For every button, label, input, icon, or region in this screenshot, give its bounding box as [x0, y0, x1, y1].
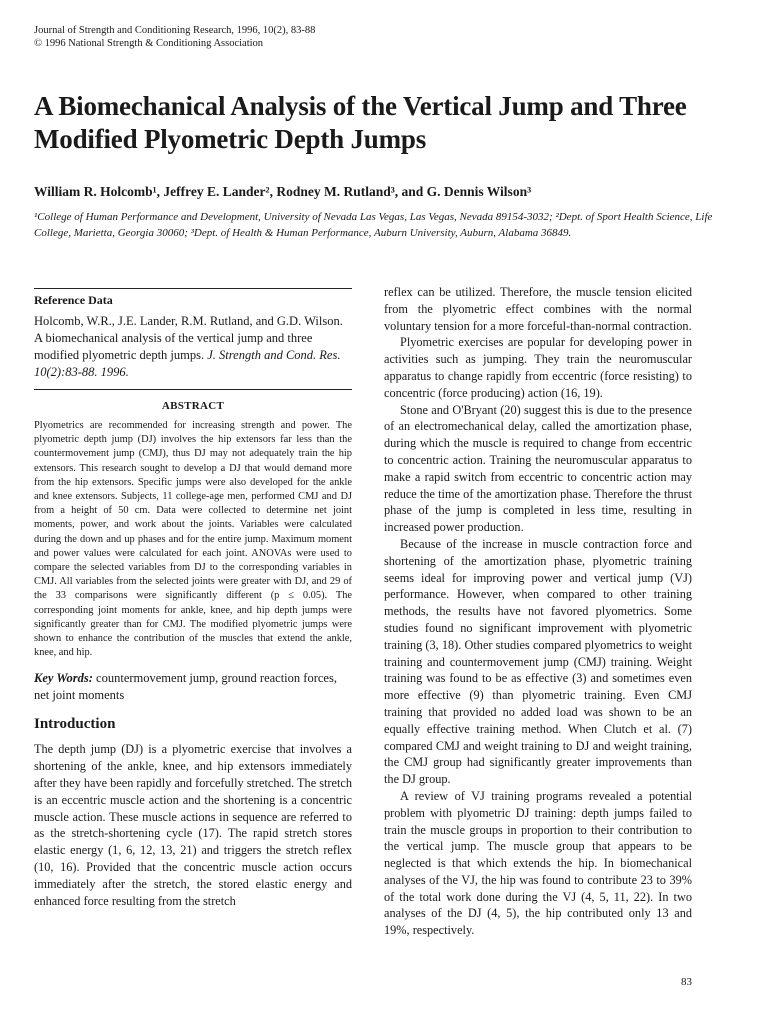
body-paragraph: Because of the increase in muscle contraction force and shortening of the amortization phase, plyometric training seems ideal for improving power and vertical jump (VJ) performance. However, when compared to other training methods, the results have not favored plyometrics. Some studies found no significant improvement with plyometric training (3, 18). Other studies compared plyometrics to weight training and countermovement jump (CMJ) training. Weight training was found to be as effective (3) and sometimes even more effective (9) than plyometric training. Even CMJ training that provided no added load was shown to be an equally effective training method. When Clutch et al. (7) compared CMJ and weight training to DJ and weight training, the CMJ group had significantly greater improvements than the DJ group.: [384, 536, 692, 787]
right-column: [384, 284, 692, 939]
author-list: William R. Holcomb¹, Jeffrey E. Lander², Rodney M. Rutland³, and G. Dennis Wilson³: [34, 184, 532, 199]
page-number: 83: [681, 976, 692, 988]
body-paragraph: Stone and O'Bryant (20) suggest this is due to the presence of an electromechanical delay, called the amortization phase, during which the muscle is required to change from eccentric to concentric action. Training the neuromuscular apparatus to make a rapid switch from eccentric to concentric action may reduce the time of the amortization phase. Therefore the thrust phase of the jump is completed in less time, resulting in increased power production.: [384, 402, 692, 535]
abstract-text: Plyometrics are recommended for increasing strength and power. The plyometric depth jump (DJ) involves the hip extensors far less than the countermovement jump (CMJ), thus DJ may not adequately train the hip extensors. This research sought to develop a DJ that would demand more from the hip extensors. Specific jumps were also developed for the ankle and knee extensors. Subjects, 11 college-age men, performed CMJ and DJ from a height of 50 cm. Data were collected to determine net joint moments, power, and work about the joints. Variables were calculated during the down and up phases and for the entire jump. Maximum moment and power values were calculated for each joint. ANOVAs were used to compare the selected variables from DJ to the corresponding variables in CMJ. All variables from the selected joints were greater with DJ, and 29 of the 33 comparisons were significantly different (p ≤ 0.05). The corresponding joint moments for ankle, knee, and hip depth jumps were significantly greater than for CMJ. The modified plyometric jumps were shown to enhance the contribution of the muscles that extend the ankle, knee, and hip.: [34, 420, 352, 659]
author-affiliations: ¹College of Human Performance and Development, University of Nevada Las Vegas, Las Vegas, Nevada 89154-3032; ²Dept. of Sport Health Science, Life College, Marietta, Georgia 30060; ³Dept. of Health & Human Performance, Auburn University, Auburn, Alabama 36849.: [34, 211, 713, 239]
reference-citation-journal: J. Strength and Cond. Res. 10(2):83-88. 1996.: [34, 348, 341, 379]
body-paragraph: reflex can be utilized. Therefore, the muscle tension elicited from the plyometric effect combines with the normal voluntary tension for a more forceful-than-normal contraction.: [384, 285, 692, 333]
article-title: A Biomechanical Analysis of the Vertical Jump and Three Modified Plyometric Depth Jumps: [34, 91, 687, 154]
abstract-heading: ABSTRACT: [161, 400, 225, 412]
left-column: [34, 288, 352, 909]
body-paragraph: Plyometric exercises are popular for developing power in activities such as jumping. They train the neuromuscular apparatus to change rapidly from eccentric (force resisting) to concentric (force producing) action (16, 19).: [384, 335, 692, 400]
key-words: [34, 670, 352, 704]
key-words-label: Key Words:: [34, 671, 93, 686]
journal-citation-line: Journal of Strength and Conditioning Research, 1996, 10(2), 83-88: [34, 25, 316, 36]
reference-citation: [34, 313, 352, 381]
key-words-text: countermovement jump, ground reaction forces, net joint moments: [34, 671, 337, 703]
reference-data-heading: Reference Data: [34, 293, 113, 307]
copyright-line: © 1996 National Strength & Conditioning Association: [34, 38, 264, 49]
reference-data-top-rule: [34, 288, 352, 289]
journal-header: [34, 24, 315, 50]
body-paragraph: A review of VJ training programs revealed a potential problem with plyometric DJ training: depth jumps failed to train the muscle groups in proportion to their contribution to the vertical jump. The muscle group that appears to be neglected is that which extends the hip. In biomechanical analyses of the VJ, the hip was found to contribute 23 to 39% of the total work done during the VJ (4, 5, 11, 22). In two analyses of the DJ (4, 5), the hip contributed only 13 and 19%, respectively.: [384, 788, 692, 938]
reference-data-bottom-rule: [34, 389, 352, 390]
introduction-heading: Introduction: [34, 716, 116, 733]
introduction-paragraph: The depth jump (DJ) is a plyometric exercise that involves a shortening of the ankle, knee, and hip extensors immediately after they have been rapidly and forcefully stretched. The stretch is an eccentric muscle action and the shortening is a concentric muscle action. These muscle actions in sequence are referred to as the stretch-shortening cycle (17). The rapid stretch stores elastic energy (1, 6, 12, 13, 21) and triggers the stretch reflex (10, 16). Provided that the concentric muscle action occurs immediately after the stretch, the stored elastic energy and enhanced force resulting from the stretch: [34, 742, 352, 908]
reference-citation-text: Holcomb, W.R., J.E. Lander, R.M. Rutland, and G.D. Wilson. A biomechanical analysis of the vertical jump and three modified plyometric depth jumps.: [34, 314, 343, 362]
